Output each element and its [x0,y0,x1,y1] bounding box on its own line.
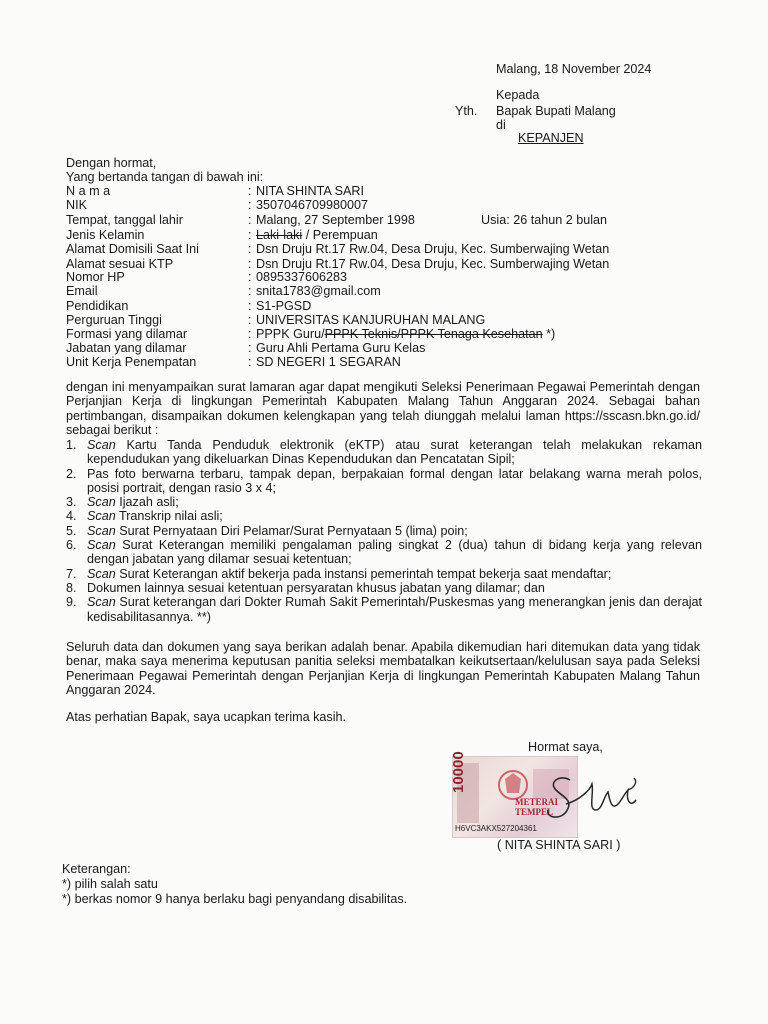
field-colon: : [248,198,252,212]
field-label: Pendidikan [66,299,129,313]
field-label: Jenis Kelamin [66,228,145,242]
di-label: di [496,118,506,132]
field-colon: : [248,299,252,313]
statement-paragraph: Seluruh data dan dokumen yang saya berikan adalah benar. Apabila dikemudian hari ditemukan data yang tidak benar, maka saya menerima keputusan panitia seleksi membatalkan keikutsertaan/kelulusan saya pada Seleksi Penerimaan Pegawai Pemerintah dengan Perjanjian Kerja di lingkungan Pemerintah Kabupaten Malang Tahun Anggaran 2024. [66,640,700,697]
list-item-text: Surat Pernyataan Diri Pelamar/Surat Pernyataan 5 (lima) poin; [115,523,468,538]
list-item-number: 6. [66,538,77,553]
field-usia: Usia: 26 tahun 2 bulan [481,213,608,227]
yth-label: Yth. [455,104,478,118]
stamp-label: METERAI TEMPEL [515,797,559,817]
place-date: Malang, 18 November 2024 [496,62,652,76]
list-item [66,581,702,595]
field-label: Email [66,284,98,298]
field-colon: : [248,213,252,227]
field-colon: : [248,313,252,327]
recipient: Bapak Bupati Malang [496,104,616,118]
note-item: *) pilih salah satu [62,877,158,891]
scan-word: Scan [87,595,116,610]
field-colon: : [248,355,252,369]
scan-word: Scan [87,509,116,524]
field-label: Jabatan yang dilamar [66,341,187,355]
list-item [66,567,702,581]
field-colon: : [248,257,252,271]
kepada-label: Kepada [496,88,540,102]
scan-word: Scan [87,438,116,452]
stamp-value: 10000 [450,751,467,793]
field-value: Dsn Druju Rt.17 Rw.04, Desa Druju, Kec. Sumberwajing Wetan [256,257,610,271]
list-item-number: 3. [66,495,77,510]
list-item-number: 5. [66,523,77,538]
note-item: *) berkas nomor 9 hanya berlaku bagi penyandang disabilitas. [62,892,408,906]
field-value: SD NEGERI 1 SEGARAN [256,355,401,369]
regards-text: Hormat saya, [528,740,603,754]
scan-word: Scan [87,495,116,510]
list-item-text: Kartu Tanda Penduduk elektronik (eKTP) atau surat keterangan telah melakukan rekaman kependudukan yang dikeluarkan Dinas Kependudukan dan Pencatatan Sipil; [87,438,702,467]
greeting: Dengan hormat, [66,156,157,170]
field-value: Malang, 27 September 1998 [256,213,415,227]
field-colon: : [248,341,252,355]
list-item [66,595,702,624]
handwritten-signature [530,760,650,832]
field-value: 3507046709980007 [256,198,369,212]
stamp-serial: H6VC3AKX527204361 [455,824,537,833]
field-value: Guru Ahli Pertama Guru Kelas [256,341,426,355]
list-item-number: 2. [66,466,77,481]
list-item-text: Surat Keterangan aktif bekerja pada instansi pemerintah tempat bekerja saat mendaftar; [115,566,612,581]
list-item [66,524,702,538]
field-value: UNIVERSITAS KANJURUHAN MALANG [256,313,486,327]
footnote-mark: *) [542,327,556,341]
list-item [66,467,702,496]
field-colon: : [248,184,252,198]
field-colon: : [248,270,252,284]
field-value: snita1783@gmail.com [256,284,381,298]
field-label: Alamat Domisili Saat Ini [66,242,199,256]
field-value: S1-PGSD [256,299,312,313]
field-value: Dsn Druju Rt.17 Rw.04, Desa Druju, Kec. Sumberwajing Wetan [256,242,610,256]
list-item [66,509,702,523]
list-item-number: 7. [66,566,77,581]
field-label: Nomor HP [66,270,125,284]
list-item-text: Transkrip nilai asli; [115,509,223,524]
body-paragraph: dengan ini menyampaikan surat lamaran agar dapat mengikuti Seleksi Penerimaan Pegawai Pemerintah dengan Perjanjian Kerja di lingkungan Pemerintah Kabupaten Malang Tahun Anggaran 2024. Sebagai bahan pertimbangan, disampaikan dokumen kelengkapan yang telah diunggah melalui laman https://sscasn.bkn.go.id/ sebagai berikut : [66,380,700,437]
scan-word: Scan [87,538,116,553]
field-colon: : [248,228,252,242]
list-item-number: 8. [66,580,77,595]
list-item-number: 9. [66,595,77,610]
recipient-city: KEPANJEN [518,131,584,145]
list-item-text: Ijazah asli; [115,495,179,510]
field-colon: : [248,242,252,256]
field-label: Perguruan Tinggi [66,313,162,327]
list-item-text: Surat Keterangan memiliki pengalaman paling singkat 2 (dua) tahun di bidang kerja yang relevan dengan jabatan yang dilamar sesuai ketentuan; [87,538,702,567]
signer-name: ( NITA SHINTA SARI ) [497,838,621,852]
list-item-number: 4. [66,509,77,524]
field-label: Tempat, tanggal lahir [66,213,183,227]
field-label: Alamat sesuai KTP [66,257,174,271]
field-label: Formasi yang dilamar [66,327,188,341]
field-value: NITA SHINTA SARI [256,184,364,198]
field-colon: : [248,327,252,341]
list-item [66,438,702,467]
list-item-text: Surat keterangan dari Dokter Rumah Sakit Pemerintah/Puskesmas yang menerangkan jenis dan derajat kedisabilitasannya. **) [87,595,702,624]
selected-option: PPPK Guru/ [256,327,325,341]
field-value [256,327,555,342]
selected-option: / Perempuan [302,228,378,242]
list-item-number: 1. [66,438,77,452]
list-item [66,538,702,567]
list-item-text: Dokumen lainnya sesuai ketentuan persyaratan khusus jabatan yang dilamar; dan [87,580,545,595]
field-label: NIK [66,198,87,212]
scan-word: Scan [87,523,116,538]
field-value: 0895337606283 [256,270,348,284]
field-label: Unit Kerja Penempatan [66,355,197,369]
field-value [256,228,378,243]
scan-word: Scan [87,566,116,581]
closing-text: Atas perhatian Bapak, saya ucapkan terima kasih. [66,710,347,724]
struck-option: PPPK Teknis/PPPK Tenaga Kesehatan [324,327,543,341]
field-colon: : [248,284,252,298]
notes-title: Keterangan: [62,862,131,876]
list-item [66,495,702,509]
list-item-text: Pas foto berwarna terbaru, tampak depan, berpakaian formal dengan latar belakang warna merah polos, posisi portrait, dengan rasio 3 x 4; [87,466,702,495]
field-label: N a m a [66,184,111,198]
intro-text: Yang bertanda tangan di bawah ini: [66,170,264,184]
document-list [66,438,702,624]
struck-option: Laki-laki [256,228,303,242]
